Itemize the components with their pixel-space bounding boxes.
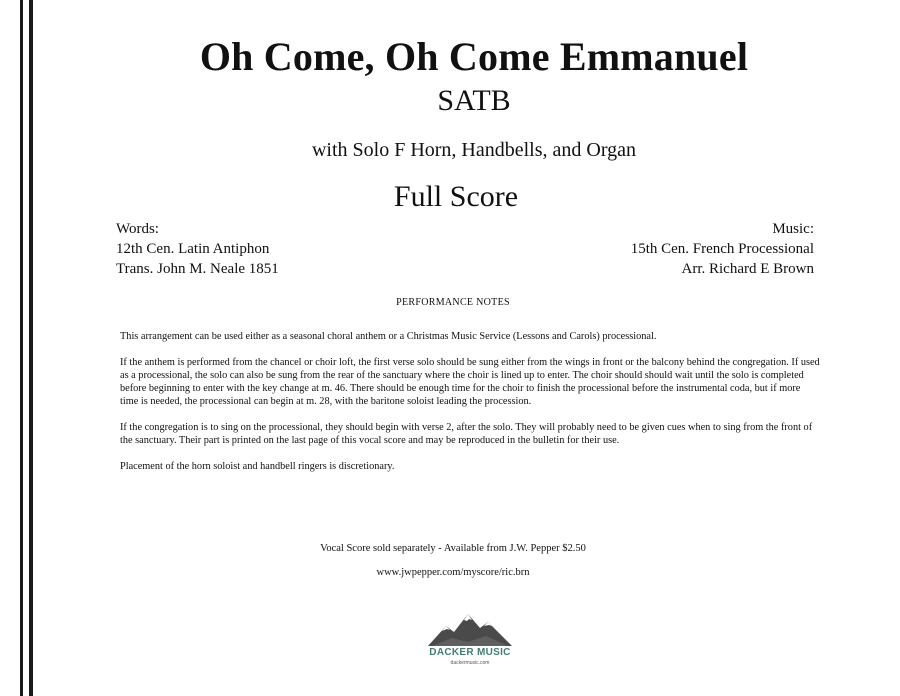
notes-paragraph: If the congregation is to sing on the processional, they should begin with verse 2, after the solo. They will probably need to be given cues when to sing from the front of the sanctuary. Their part is printed on the last page of this vocal score and may be reproduced in the bulletin for their use.: [120, 422, 813, 446]
publisher-logo-text: DACKER MUSIC: [429, 647, 511, 658]
music-arranger: Arr. Richard E Brown: [681, 261, 814, 277]
binding-edge: [0, 0, 36, 696]
voicing: SATB: [437, 84, 511, 117]
score-cover-page: [40, 0, 900, 696]
publisher-logo: [420, 612, 520, 676]
binding-line: [20, 0, 23, 696]
page-title: Oh Come, Oh Come Emmanuel: [199, 34, 749, 79]
instrumentation: with Solo F Horn, Handbells, and Organ: [311, 139, 637, 161]
performance-notes-heading: PERFORMANCE NOTES: [396, 297, 510, 308]
score-type: Full Score: [393, 180, 519, 213]
mountains-icon: [428, 612, 512, 646]
availability-url: www.jwpepper.com/myscore/ric.brn: [376, 567, 530, 578]
words-translator: Trans. John M. Neale 1851: [116, 261, 279, 277]
music-credits: [580, 219, 814, 279]
availability-note: Vocal Score sold separately - Available from J.W. Pepper $2.50: [320, 543, 586, 554]
words-label: Words:: [116, 221, 159, 237]
binding-line: [29, 0, 33, 696]
notes-paragraph: Placement of the horn soloist and handbell ringers is discretionary.: [120, 461, 395, 472]
performance-notes: [120, 330, 820, 486]
notes-paragraph: If the anthem is performed from the chancel or choir loft, the first verse solo should be sung either from the wings in front or the balcony behind the congregation. If used as a processional, the solo can also be sung from the rear of the sanctuary where the choir is lined up to enter. The choir should should wait until the solo is completed before beginning to enter with the key change at m. 46. There should be enough time for the choir to finish the processional before the instrumental coda, but if more time is needed, the processional can begin at m. 28, with the baritone soloist leading the procession.: [120, 357, 820, 407]
words-credits: [116, 219, 279, 279]
words-source: 12th Cen. Latin Antiphon: [116, 241, 270, 257]
music-source: 15th Cen. French Processional: [630, 241, 814, 257]
music-label: Music:: [772, 221, 814, 237]
publisher-logo-url: dackermusic.com: [450, 660, 490, 666]
notes-paragraph: This arrangement can be used either as a seasonal choral anthem or a Christmas Music Service (Lessons and Carols) processional.: [120, 331, 657, 342]
